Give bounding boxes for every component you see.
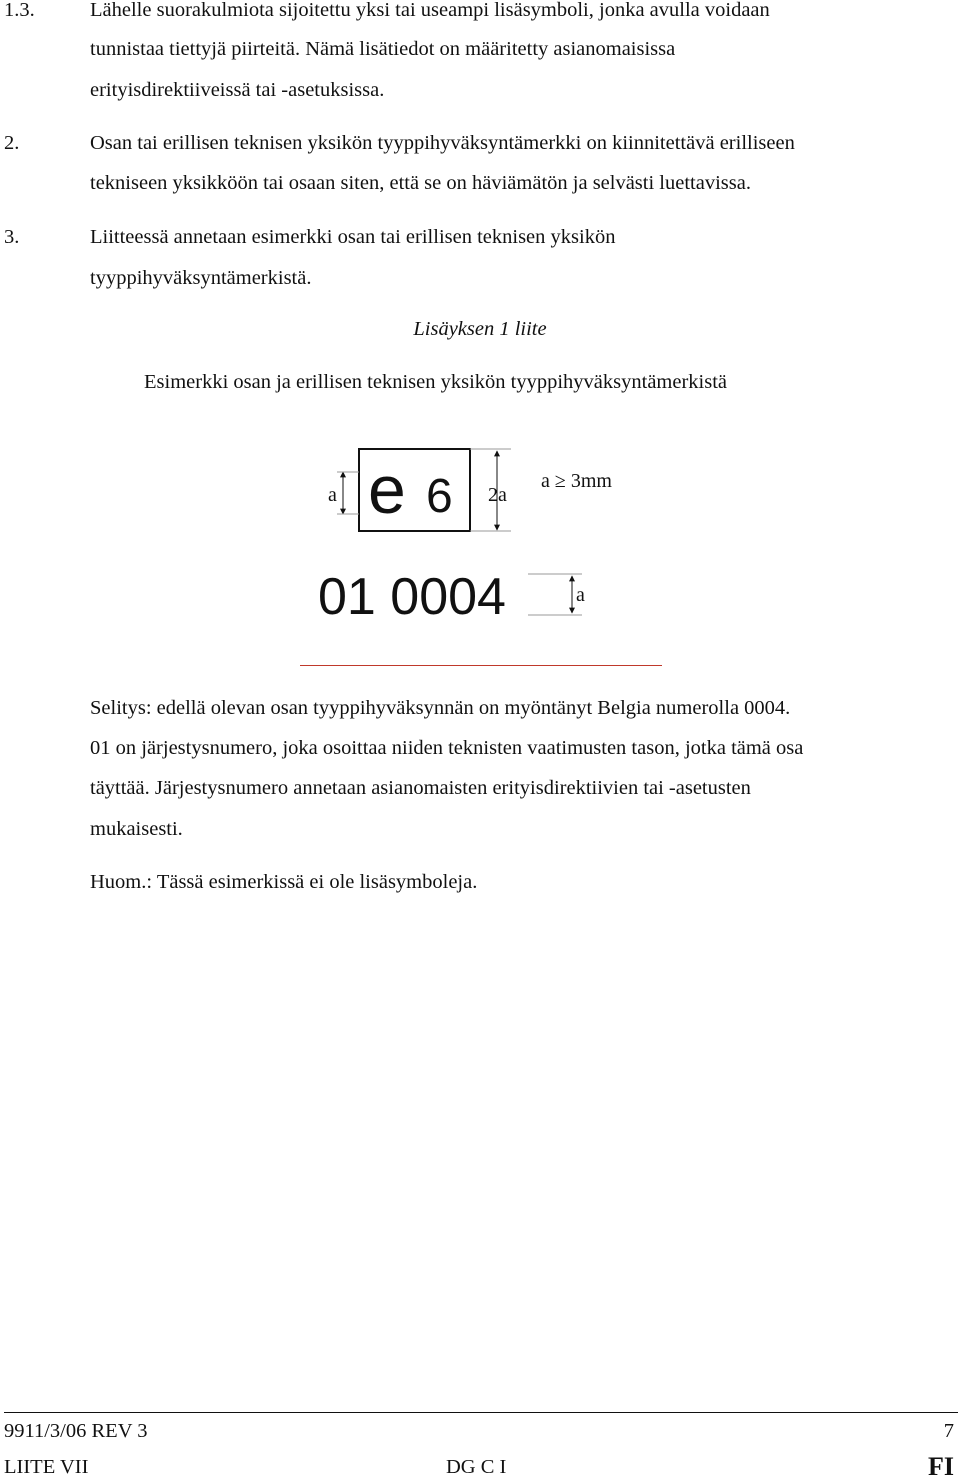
footer-page-number: 7 bbox=[943, 1420, 954, 1442]
footer-dg: DG C I bbox=[446, 1456, 507, 1478]
legend-line: 01 on järjestysnumero, joka osoittaa niiden teknisten vaatimusten tason, jotka tämä osa bbox=[90, 737, 804, 759]
paragraph-line: tekniseen yksikköön tai osaan siten, että se on häviämätön ja selvästi luettavissa. bbox=[90, 172, 751, 194]
legend-line: mukaisesti. bbox=[90, 818, 183, 840]
separator-line bbox=[300, 665, 662, 666]
legend-line: Selitys: edellä olevan osan tyyppihyväksynnän on myöntänyt Belgia numerolla 0004. bbox=[90, 697, 791, 719]
item-number: 2. bbox=[4, 132, 20, 154]
legend-line: täyttää. Järjestysnumero annetaan asianomaisten erityisdirektiivien tai -asetusten bbox=[90, 777, 751, 799]
footer-rule bbox=[4, 1412, 958, 1413]
min-size-note: a ≥ 3mm bbox=[541, 470, 612, 492]
footer-lang: FI bbox=[928, 1452, 954, 1481]
paragraph-line: tyyppihyväksyntämerkistä. bbox=[90, 267, 312, 289]
legend-note: Huom.: Tässä esimerkissä ei ole lisäsymboleja. bbox=[90, 871, 478, 893]
paragraph-line: Lähelle suorakulmiota sijoitettu yksi tai useampi lisäsymboli, jonka avulla voidaan bbox=[90, 0, 770, 21]
paragraph-line: tunnistaa tiettyjä piirteitä. Nämä lisätiedot on määritetty asianomaisissa bbox=[90, 38, 676, 60]
number-dim-label: a bbox=[576, 584, 585, 606]
appendix-subtitle: Esimerkki osan ja erillisen teknisen yksikön tyyppihyväksyntämerkistä bbox=[144, 371, 728, 393]
footer-annex: LIITE VII bbox=[4, 1456, 89, 1478]
paragraph-line: erityisdirektiiveissä tai -asetuksissa. bbox=[90, 79, 385, 101]
mark-country-code: 6 bbox=[426, 470, 453, 523]
left-dim-label: a bbox=[328, 484, 337, 506]
paragraph-line: Osan tai erillisen teknisen yksikön tyyppihyväksyntämerkki on kiinnitettävä erilliseen bbox=[90, 132, 795, 154]
item-number: 1.3. bbox=[4, 0, 35, 21]
paragraph-line: Liitteessä annetaan esimerkki osan tai erillisen teknisen yksikön bbox=[90, 226, 616, 248]
footer-doc-ref: 9911/3/06 REV 3 bbox=[4, 1420, 148, 1442]
item-number: 3. bbox=[4, 226, 20, 248]
approval-mark-diagram bbox=[0, 0, 960, 700]
mark-letter: e bbox=[368, 452, 406, 528]
approval-number: 01 0004 bbox=[318, 568, 506, 626]
appendix-title: Lisäyksen 1 liite bbox=[413, 318, 547, 340]
right-dim-label: 2a bbox=[488, 484, 507, 506]
